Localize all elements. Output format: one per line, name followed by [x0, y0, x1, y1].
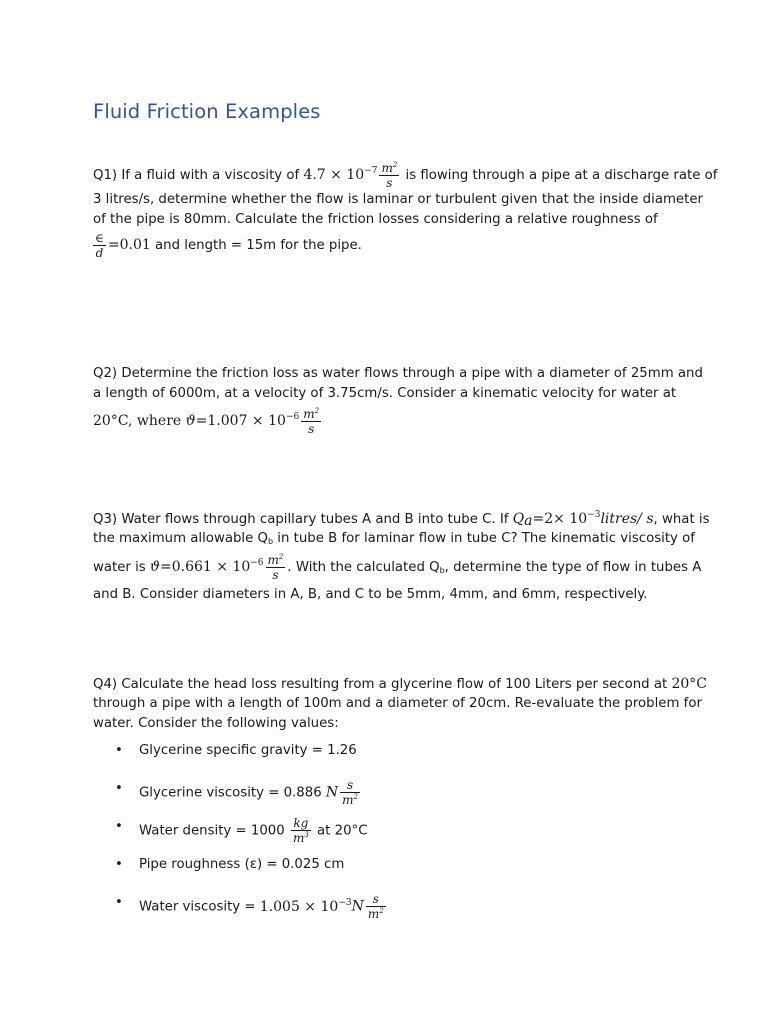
q3-unit-fraction: $\frac{m^2}{s}$: [267, 552, 284, 582]
bullet-icon: •: [115, 857, 123, 872]
q3-line-4: and B. Consider diameters in A, B, and C to be 5mm, 4mm, and 6mm, respectively.: [93, 587, 648, 602]
q1-line-4: $\frac{\in}{d}$ =0.01 and length = 15m for the pipe.: [95, 230, 362, 260]
water-viscosity-unit: $\frac{s}{m^2}$: [367, 892, 384, 921]
q4-line-2: through a pipe with a length of 100m and a diameter of 20cm. Re-evaluate the problem for: [93, 696, 702, 711]
bullet-icon: •: [115, 895, 123, 910]
q1-unit-fraction: $\frac{m^2}{s}$: [381, 160, 398, 190]
bullet-icon: •: [115, 781, 123, 796]
list-item: • Water density = 1000 $\frac{kg}{m^3}$ at 20°C: [115, 816, 368, 845]
list-item: • Glycerine specific gravity = 1.26: [93, 740, 693, 778]
list-item: • Water viscosity = $1.005 \times 10^{-3}N$ $\frac{s}{m^2}$: [115, 892, 384, 921]
question-3: [93, 509, 710, 605]
q1-line-1: Q1) If a fluid with a viscosity of $4.7 \times 10^{-7}$ $\frac{m^2}{s}$ is flowing through a pipe at a discharge rate of: [93, 160, 718, 190]
q1-line-3: of the pipe is 80mm. Calculate the friction losses considering a relative roughness of: [93, 212, 658, 227]
q4-line-1: Q4) Calculate the head loss resulting from a glycerine flow of 100 Liters per second at 20°C: [93, 676, 707, 692]
q2-line-3: 20°C, where $ϑ=1.007 \times 10^{-6}$ $\frac{m^2}{s}$: [93, 406, 320, 436]
list-item: • Glycerine viscosity = 0.886 N $\frac{s}{m^2}$: [115, 778, 358, 807]
q2-line-1: Q2) Determine the friction loss as water flows through a pipe with a diameter of 25mm and: [93, 366, 703, 381]
q3-line-3: water is $ϑ=0.661 \times 10^{-6}$ $\frac{m^2}{s}$ . With the calculated $Q_b$, determine the type of flow in tubes A: [93, 552, 702, 582]
bullet-icon: •: [115, 819, 123, 834]
q2-line-2: a length of 6000m, at a velocity of 3.75cm/s. Consider a kinematic velocity for water at: [93, 386, 677, 401]
q1-relative-roughness: $\frac{\in}{d}$: [95, 230, 104, 260]
list-item: • Pipe roughness (ε) = 0.025 cm: [93, 854, 693, 892]
question-1: [93, 160, 718, 260]
q1-viscosity: $4.7 \times 10^{-7}$: [303, 166, 378, 183]
q3-line-2: the maximum allowable $Q_b$ in tube B for laminar flow in tube C? The kinematic viscosity of: [93, 531, 695, 546]
page-title: Fluid Friction Examples: [93, 100, 321, 123]
q2-unit-fraction: $\frac{m^2}{s}$: [303, 406, 320, 436]
values-list: [93, 740, 693, 930]
water-density-unit: $\frac{kg}{m^3}$: [292, 816, 309, 845]
q1-line-2: 3 litres/s, determine whether the flow is laminar or turbulent given that the inside diameter: [93, 192, 703, 207]
glycerine-viscosity-unit: $\frac{s}{m^2}$: [342, 778, 358, 807]
question-2: [93, 364, 703, 438]
bullet-icon: •: [115, 743, 123, 758]
question-4: [93, 674, 707, 734]
q3-line-1: Q3) Water flows through capillary tubes A and B into tube C. If $Q_a=2\times$ $10^{-3}litres/$ s, what is: [93, 510, 710, 529]
q4-line-3: water. Consider the following values:: [93, 716, 339, 731]
